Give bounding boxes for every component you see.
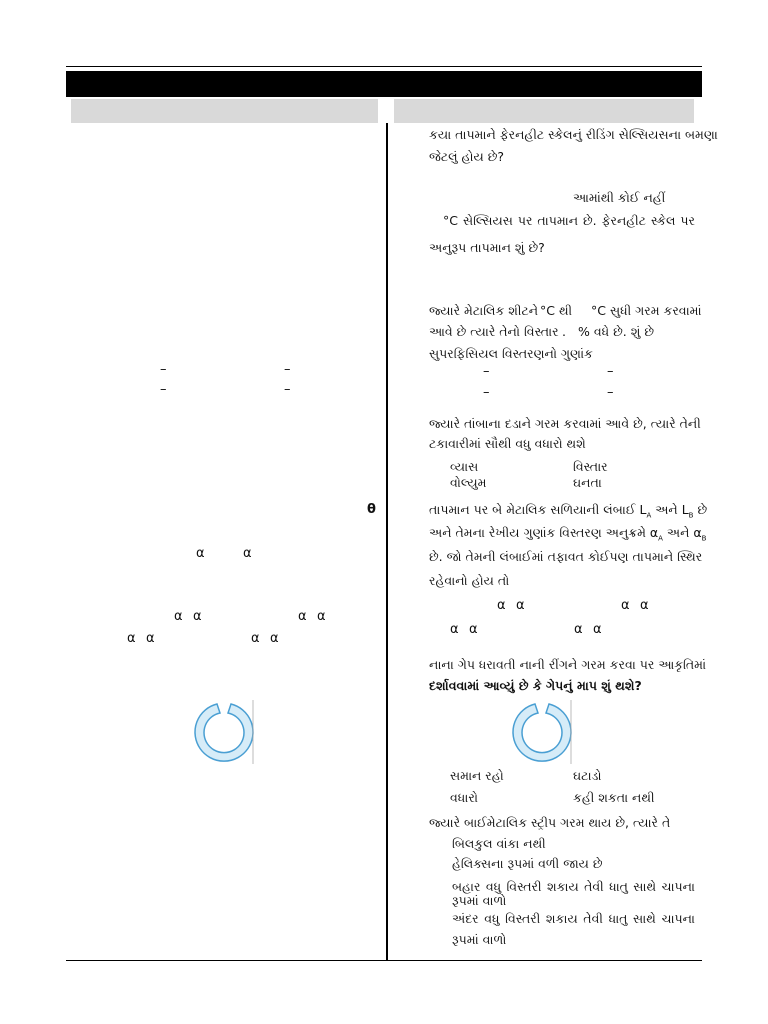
- q3-text-part: °C સુધી ગરમ કરવામાં: [591, 303, 702, 318]
- q6-option: ઘટાડો: [573, 768, 602, 783]
- left-alpha: α: [317, 609, 326, 624]
- q3-dash: –: [483, 364, 490, 379]
- q5-text-line2: અને તેમના રેખીય ગુણાંક વિસ્તરણ અનુક્રમે $\alpha_A$ અને $\alpha_B$: [429, 525, 707, 543]
- q1-text-line1: કયા તાપમાને ફેરનહીટ સ્કેલનું રીડિંગ સેલ્સિયસના બમણા: [429, 127, 718, 142]
- q5-alpha: α: [640, 598, 649, 613]
- left-alpha: α: [127, 631, 136, 646]
- q7-option-3-line1: બહાર વધુ વિસ્તરી શકાય તેવી ધાતુ સાથે ચાપના: [452, 879, 695, 894]
- ring-with-gap-figure: [190, 700, 260, 766]
- q4-option: વોલ્યુમ: [450, 475, 487, 490]
- q7-text-line1: જ્યારે બાઈમેટાલિક સ્ટ્રીપ ગરમ થાય છે, ત્યારે તે: [429, 815, 671, 830]
- left-dash: –: [284, 362, 291, 377]
- q7-option-3-line2: રૂપમાં વાળો: [452, 893, 507, 908]
- q3-text-part: આવે છે ત્યારે તેનો વિસ્તાર: [429, 324, 559, 339]
- q7-option-4-line2: રૂપમાં વાળો: [452, 932, 507, 947]
- left-alpha: α: [270, 631, 279, 646]
- q7-option-1: બિલકુલ વાંકા નથી: [452, 836, 546, 851]
- q5-alpha: α: [516, 598, 525, 613]
- q2-text-line2: અનુરૂપ તાપમાન શું છે?: [429, 240, 545, 255]
- q6-option: વધારો: [450, 790, 478, 805]
- q5-alpha: α: [450, 622, 459, 637]
- header-bar: [66, 71, 702, 97]
- q3-text-part: % વધે છે. શું છે: [578, 324, 654, 339]
- left-theta: θ: [367, 502, 376, 517]
- q3-text-part: .: [562, 324, 566, 339]
- left-alpha: α: [196, 546, 205, 561]
- column-divider: [386, 123, 388, 961]
- bottom-rule: [66, 960, 702, 961]
- q3-text-part: °C થી: [540, 303, 573, 318]
- q5-text-line4: રહેવાનો હોય તો: [429, 573, 510, 588]
- q7-option-4-line1: અંદર વધુ વિસ્તરી શકાય તેવી ધાતુ સાથે ચાપના: [452, 911, 695, 926]
- q3-dash: –: [607, 364, 614, 379]
- left-dash: –: [160, 362, 167, 377]
- q1-option-none: આમાંથી કોઈ નહીં: [573, 190, 666, 205]
- q4-text-line1: જ્યારે તાંબાના દડાને ગરમ કરવામાં આવે છે, ત્યારે તેની: [429, 416, 701, 431]
- q5-alpha: α: [574, 622, 583, 637]
- q4-option: ઘનતા: [573, 475, 602, 490]
- q3-dash: –: [483, 385, 490, 400]
- q1-text-line2: જેટલું હોય છે?: [429, 149, 505, 164]
- left-dash: –: [284, 382, 291, 397]
- q5-text-line3: છે. જો તેમની લંબાઈમાં તફાવત કોઈપણ તાપમાને સ્થિર: [429, 549, 703, 564]
- left-column-header: [71, 99, 378, 123]
- left-alpha: α: [243, 546, 252, 561]
- q2-text-line1: °C સેલ્સિયસ પર તાપમાન છે. ફેરનહીટ સ્કેલ પર: [443, 213, 695, 228]
- left-dash: –: [160, 382, 167, 397]
- q5-alpha: α: [469, 622, 478, 637]
- q6-text-line2: દર્શાવવામાં આવ્યું છે કે ગેપનું માપ શું થશે?: [429, 678, 642, 693]
- top-rule: [66, 66, 702, 67]
- q3-dash: –: [607, 385, 614, 400]
- q4-option: વિસ્તાર: [573, 459, 608, 474]
- q5-text-line1: તાપમાન પર બે મેટાલિક સળિયાની લંબાઈ $L_A$ અને $L_B$ છે: [429, 502, 708, 520]
- q3-text-line3: સુપરફિસિયલ વિસ્તરણનો ગુણાંક: [429, 346, 593, 361]
- left-alpha: α: [298, 609, 307, 624]
- q5-alpha: α: [621, 598, 630, 613]
- left-alpha: α: [193, 609, 202, 624]
- q5-alpha: α: [593, 622, 602, 637]
- left-alpha: α: [174, 609, 183, 624]
- left-alpha: α: [146, 631, 155, 646]
- q4-option: વ્યાસ: [450, 459, 479, 474]
- q3-text-part: જ્યારે મેટાલિક શીટને: [429, 303, 539, 318]
- q7-option-2: હેલિક્સના રૂપમાં વળી જાય છે: [452, 856, 603, 871]
- q4-text-line2: ટકાવારીમાં સૌથી વધુ વધારો થશે: [429, 436, 586, 451]
- q5-alpha: α: [497, 598, 506, 613]
- left-alpha: α: [251, 631, 260, 646]
- right-column-header: [394, 99, 694, 123]
- q6-text-line1: નાના ગેપ ધરાવતી નાની રીંગને ગરમ કરવા પર આકૃતિમાં: [429, 657, 707, 672]
- ring-with-gap-figure: [508, 700, 578, 766]
- q6-option: કહી શકતા નથી: [573, 790, 655, 805]
- q6-option: સમાન રહો: [450, 768, 504, 783]
